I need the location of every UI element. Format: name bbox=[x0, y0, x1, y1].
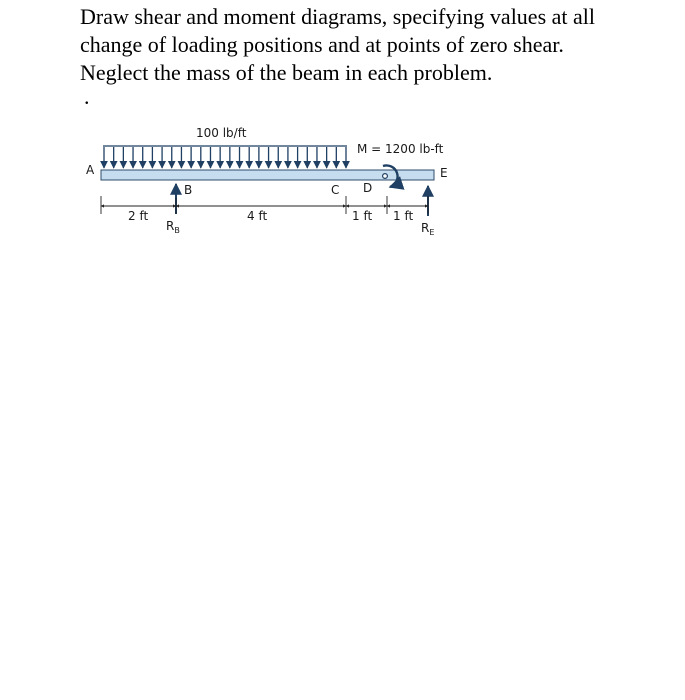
load-arrows bbox=[104, 147, 346, 168]
point-e-label: E bbox=[440, 166, 448, 180]
problem-line-3: Neglect the mass of the beam in each problem. bbox=[80, 60, 493, 85]
point-d-label: D bbox=[363, 181, 373, 195]
dim-cd-label: 1 ft bbox=[352, 209, 373, 223]
dim-ab-label: 2 ft bbox=[128, 209, 149, 223]
reaction-b-label: $R_B$ bbox=[166, 219, 180, 235]
point-b-label: B bbox=[184, 183, 193, 197]
load-label: 100 lb/ft bbox=[196, 126, 247, 140]
trailing-dot: . bbox=[84, 84, 90, 109]
problem-line-2: change of loading positions and at points of zero shear. bbox=[80, 32, 564, 57]
dim-bc-label: 4 ft bbox=[247, 209, 268, 223]
distributed-load bbox=[103, 146, 347, 168]
problem-line-1: Draw shear and moment diagrams, specifying values at all bbox=[80, 4, 596, 29]
point-a-label: A bbox=[86, 163, 95, 177]
moment-label: M = 1200 lb-ft bbox=[357, 142, 444, 156]
moment-center-icon bbox=[383, 174, 388, 179]
reaction-e-label: $R_E$ bbox=[421, 221, 435, 237]
point-c-label: C bbox=[331, 183, 340, 197]
dim-de-label: 1 ft bbox=[393, 209, 414, 223]
